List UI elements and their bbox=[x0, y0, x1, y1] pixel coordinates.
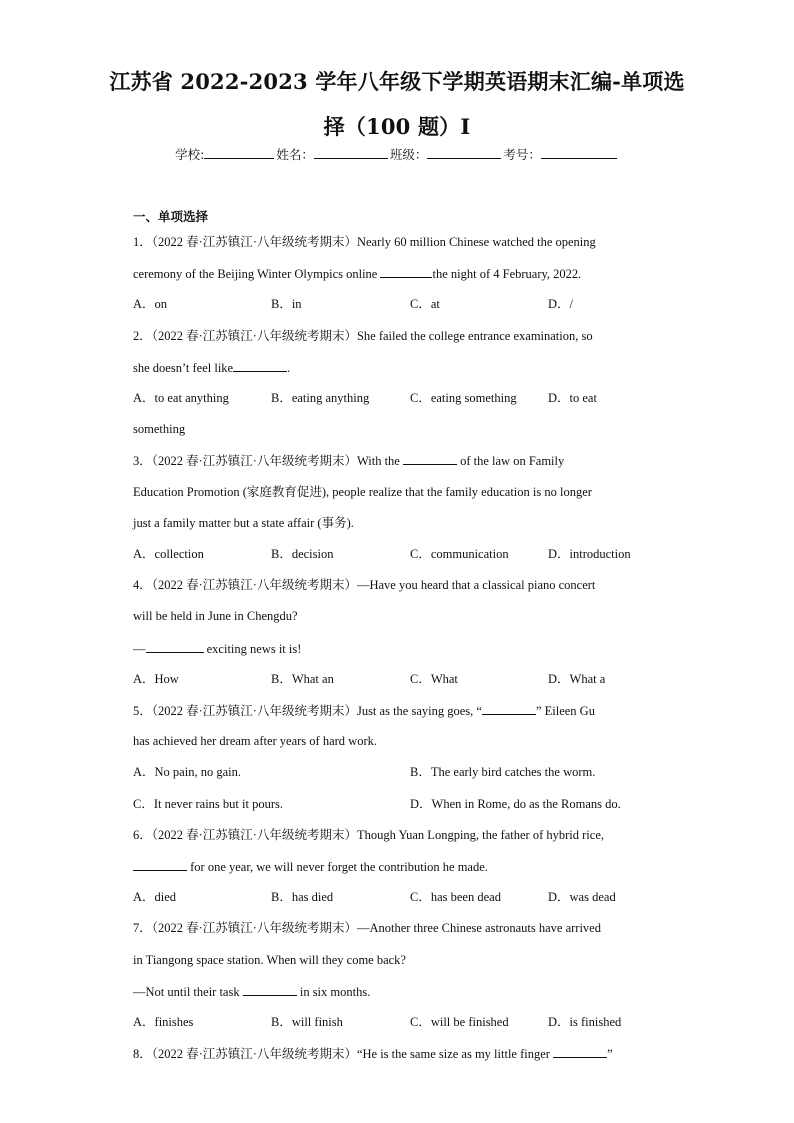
question-5-stem: 5．（2022 春·江苏镇江·八年级统考期末）Just as the saying goes, “ ” Eileen Gu bbox=[133, 704, 595, 718]
question-7-option-c[interactable]: C．will be finished bbox=[410, 1015, 509, 1029]
question-4-stem-2: will be held in June in Chengdu? bbox=[133, 609, 298, 623]
school-field[interactable] bbox=[204, 145, 274, 159]
question-6-stem: 6．（2022 春·江苏镇江·八年级统考期末）Though Yuan Longping, the father of hybrid rice, bbox=[133, 828, 604, 842]
question-7-option-d[interactable]: D．is finished bbox=[548, 1015, 622, 1029]
question-5-option-d[interactable]: D．When in Rome, do as the Romans do. bbox=[410, 797, 621, 811]
question-3-stem-3: just a family matter but a state affair (事务). bbox=[133, 516, 354, 530]
answer-blank bbox=[482, 702, 536, 715]
question-3-stem: 3．（2022 春·江苏镇江·八年级统考期末）With the of the law on Family bbox=[133, 454, 565, 468]
student-info-line bbox=[0, 145, 794, 163]
question-4-option-b[interactable]: B．What an bbox=[271, 672, 334, 686]
question-5-stem-2: has achieved her dream after years of hard work. bbox=[133, 734, 377, 748]
question-5-option-b[interactable]: B．The early bird catches the worm. bbox=[410, 765, 596, 779]
question-2-option-d-continued: something bbox=[133, 422, 186, 436]
question-2-option-c[interactable]: C．eating something bbox=[410, 391, 517, 405]
answer-blank bbox=[380, 265, 432, 278]
question-7-stem-3: —Not until their task in six months. bbox=[133, 985, 371, 999]
question-7-stem: 7．（2022 春·江苏镇江·八年级统考期末）—Another three Chinese astronauts have arrived bbox=[133, 921, 601, 935]
answer-blank bbox=[133, 858, 187, 871]
question-2-stem: 2．（2022 春·江苏镇江·八年级统考期末）She failed the college entrance examination, so bbox=[133, 329, 593, 343]
section-heading: 一、单项选择 bbox=[133, 209, 209, 224]
question-7-option-a[interactable]: A．finishes bbox=[133, 1015, 194, 1029]
question-6-option-c[interactable]: C．has been dead bbox=[410, 890, 501, 904]
question-3-stem-2: Education Promotion (家庭教育促进), people realize that the family education is no longer bbox=[133, 485, 592, 499]
question-5-option-c[interactable]: C．It never rains but it pours. bbox=[133, 797, 283, 811]
question-4-stem: 4．（2022 春·江苏镇江·八年级统考期末）—Have you heard that a classical piano concert bbox=[133, 578, 596, 592]
number-field[interactable] bbox=[541, 145, 617, 159]
question-4-option-d[interactable]: D．What a bbox=[548, 672, 606, 686]
name-field[interactable] bbox=[314, 145, 388, 159]
question-6-option-b[interactable]: B．has died bbox=[271, 890, 334, 904]
question-4-stem-3: — exciting news it is! bbox=[133, 642, 302, 656]
question-1-option-c[interactable]: C．at bbox=[410, 297, 440, 311]
class-label: 班级： bbox=[389, 147, 428, 162]
question-1-option-b[interactable]: B．in bbox=[271, 297, 302, 311]
question-3-option-b[interactable]: B．decision bbox=[271, 547, 334, 561]
question-6-stem-2: for one year, we will never forget the contribution he made. bbox=[133, 858, 673, 875]
question-6-option-a[interactable]: A．died bbox=[133, 890, 177, 904]
class-field[interactable] bbox=[427, 145, 501, 159]
question-2-option-b[interactable]: B．eating anything bbox=[271, 391, 370, 405]
question-3-option-a[interactable]: A．collection bbox=[133, 547, 204, 561]
page-title-line-2: 择（100 题）I bbox=[323, 114, 471, 139]
question-7-option-b[interactable]: B．will finish bbox=[271, 1015, 343, 1029]
name-label: 姓名： bbox=[276, 147, 314, 162]
question-1-option-d[interactable]: D．/ bbox=[548, 297, 574, 311]
question-1-option-a[interactable]: A．on bbox=[133, 297, 168, 311]
question-8-stem: 8．（2022 春·江苏镇江·八年级统考期末）“He is the same size as my little finger ” bbox=[133, 1047, 613, 1061]
question-2-option-d[interactable]: D．to eat bbox=[548, 391, 597, 405]
answer-blank bbox=[233, 359, 287, 372]
answer-blank bbox=[243, 983, 297, 996]
page-title-line-1: 江苏省 2022-2023 学年八年级下学期英语期末汇编-单项选 bbox=[109, 69, 685, 94]
question-5-option-a[interactable]: A．No pain, no gain. bbox=[133, 765, 241, 779]
answer-blank bbox=[146, 640, 204, 653]
number-label: 考号： bbox=[503, 147, 541, 162]
question-2-stem-2: she doesn’t feel like . bbox=[133, 361, 291, 375]
question-3-option-d[interactable]: D．introduction bbox=[548, 547, 631, 561]
question-3-option-c[interactable]: C．communication bbox=[410, 547, 509, 561]
question-1-stem: 1．（2022 春·江苏镇江·八年级统考期末）Nearly 60 million Chinese watched the opening bbox=[133, 235, 596, 249]
question-1-stem-2: ceremony of the Beijing Winter Olympics online the night of 4 February, 2022. bbox=[133, 267, 582, 281]
question-2-option-a[interactable]: A．to eat anything bbox=[133, 391, 229, 405]
question-6-option-d[interactable]: D．was dead bbox=[548, 890, 616, 904]
question-4-option-a[interactable]: A．How bbox=[133, 672, 179, 686]
question-4-option-c[interactable]: C．What bbox=[410, 672, 458, 686]
answer-blank bbox=[403, 452, 457, 465]
school-label: 学校: bbox=[175, 147, 205, 162]
answer-blank bbox=[553, 1045, 607, 1058]
question-7-stem-2: in Tiangong space station. When will they come back? bbox=[133, 953, 406, 967]
